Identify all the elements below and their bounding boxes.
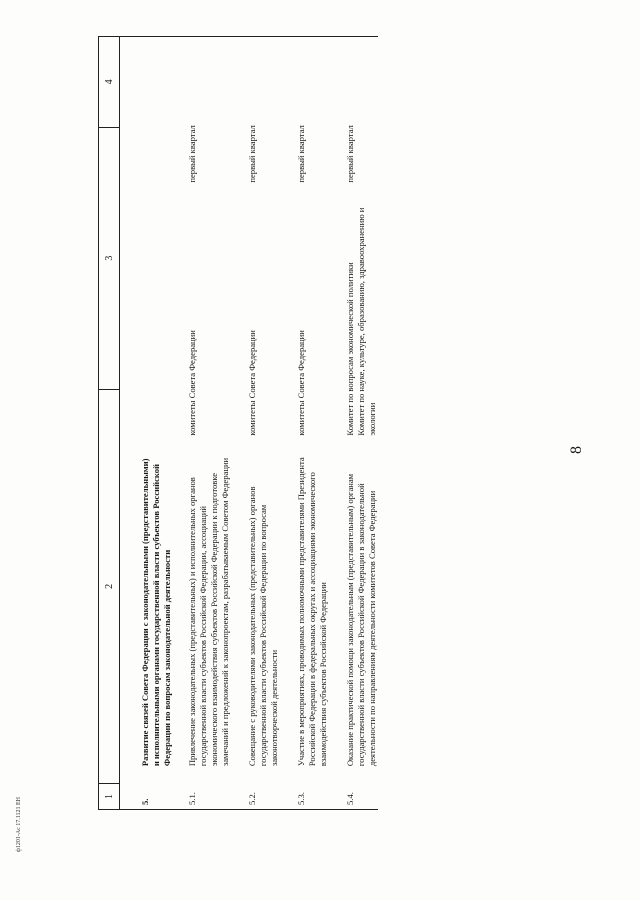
row-number: 5.2. [247, 792, 257, 805]
row-term: первый квартал [345, 125, 355, 183]
row-description: Привлечение законодательных (представительных) и исполнительных органов государственной власти субъектов Российской Федерации, ассоциаций экономического взаимодействия субъектов Российской Федерации к подготовке замечаний и предложений к законопроектам, разрабатываемым Советом Федерации [187, 457, 230, 767]
header-cell-2: 2 [99, 389, 119, 783]
table-row [345, 37, 378, 809]
header-cell-4: 4 [103, 79, 115, 85]
table-row [247, 37, 280, 809]
header-cell-3: 3 [99, 127, 119, 389]
row-responsible [140, 203, 173, 448]
table-row [140, 37, 173, 809]
plan-table [98, 36, 378, 810]
row-term: первый квартал [296, 125, 306, 183]
row-term: первый квартал [187, 125, 197, 183]
page-number: 8 [568, 446, 585, 454]
row-term: первый квартал [247, 125, 257, 183]
row-responsible: комитеты Совета Федерации [296, 330, 306, 436]
table-header [98, 37, 120, 809]
row-description: Развитие связей Совета Федерации с законодательными (представительными) и исполнительными органами государственной власти субъектов Российской Федерации по вопросам законодательной деятельности [140, 458, 172, 767]
row-number: 5.3. [296, 792, 306, 805]
row-responsible: Комитет по вопросам экономической политики Комитет по науке, культуре, образованию, здравоохранению и экологии [345, 207, 377, 436]
row-description: Оказание практической помощи законодательным (представительным) органам государственной власти субъектов Российской Федерации в законодательной деятельности по направлениям деятельности комитетов Совета Федерации [345, 473, 377, 767]
footer-code: ф1201-Ас 17.1121 ЕН [16, 796, 22, 852]
table-row [296, 37, 329, 809]
row-term [140, 37, 173, 203]
row-number: 5. [140, 798, 150, 805]
row-description: Совещание с руководителями законодательных (представительных) органов государственной власти субъектов Российской Федерации по вопросам законотворческой деятельности [247, 486, 279, 767]
row-description: Участие в мероприятиях, проводимых полномочными представителями Президента Российской Федерации в федеральных округах и ассоциациями экономического взаимодействия субъектов Российской Федерации [296, 457, 328, 767]
row-responsible: комитеты Совета Федерации [247, 330, 257, 436]
row-number: 5.4. [345, 792, 355, 805]
row-responsible: комитеты Совета Федерации [187, 330, 197, 436]
table-row [187, 37, 231, 809]
header-cell-1: 1 [99, 783, 119, 809]
row-number: 5.1. [187, 792, 197, 805]
